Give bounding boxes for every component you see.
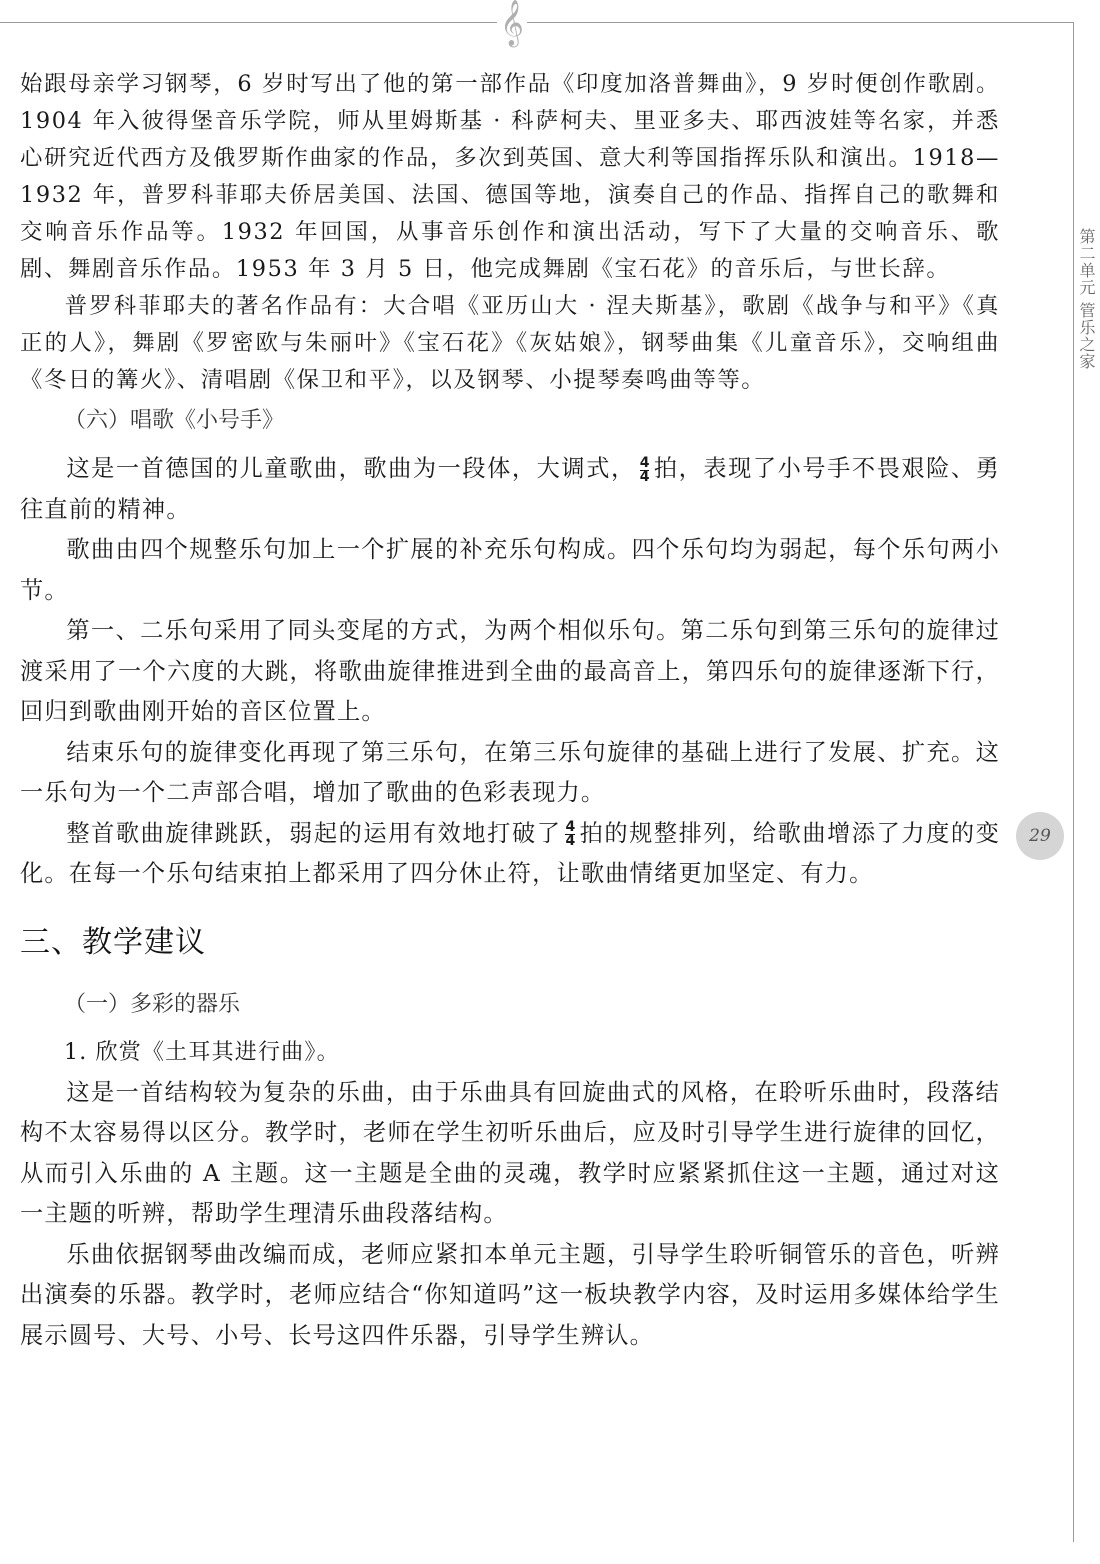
list-item: 1. 欣赏《土耳其进行曲》。 (64, 1039, 340, 1065)
unit-side-label: 第二单元 管乐之家 (1077, 228, 1096, 371)
intro-paragraph-1: 始跟母亲学习钢琴，6 岁时写出了他的第一部作品《印度加洛普舞曲》，9 岁时便创作歌剧。1904 年入彼得堡音乐学院，师从里姆斯基 · 科萨柯夫、里亚多夫、耶西波娃等名家，并悉心研究近代西方及俄罗斯作曲家的作品，多次到英国、意大利等国指挥乐队和演出。1918—1932 年，普罗科菲耶夫侨居美国、法国、德国等地，演奏自己的作品、指挥自己的歌舞和交响音乐作品等。1932 年回国，从事音乐创作和演出活动，写下了大量的交响音乐、歌剧、舞剧音乐作品。1953 年 3 月 5 日，他完成舞剧《宝石花》的音乐后，与世长辞。 (20, 71, 1000, 282)
intro-paragraph-2: 普罗科菲耶夫的著名作品有：大合唱《亚历山大 · 涅夫斯基》，歌剧《战争与和平》《真正的人》，舞剧《罗密欧与朱丽叶》《宝石花》《灰姑娘》，钢琴曲集《儿童音乐》，交响组曲《冬日的篝火》、清唱剧《保卫和平》，以及钢琴、小提琴奏鸣曲等等。 (20, 293, 1000, 393)
song-section-heading: （六）唱歌《小号手》 (64, 408, 285, 433)
song-p1-text-a: 这是一首德国的儿童歌曲，歌曲为一段体，大调式， (66, 455, 636, 482)
teaching-sub-heading: （一）多彩的器乐 (64, 991, 241, 1017)
time-signature-4-4 (639, 454, 650, 485)
song-analysis (20, 449, 1000, 895)
song-p5-text-a: 整首歌曲旋律跳跃，弱起的运用有效地打破了 (66, 819, 562, 847)
time-sig-bottom: 4 (639, 468, 650, 485)
page-content (20, 66, 1000, 1356)
page-right-rule (1073, 22, 1074, 1542)
song-paragraph-4: 结束乐句的旋律变化再现了第三乐句，在第三乐句旋律的基础上进行了发展、扩充。这一乐句为一个二声部合唱，增加了歌曲的色彩表现力。 (20, 738, 1000, 806)
song-paragraph-1 (20, 449, 1000, 530)
page-top-rule (0, 22, 1074, 23)
teaching-section-heading: 三、教学建议 (20, 924, 206, 960)
teaching-body (20, 1073, 1000, 1357)
time-sig-bottom: 4 (565, 833, 576, 849)
time-sig-top: 4 (639, 454, 650, 471)
song-p5-text-b: 拍的规整排列，给歌曲增添了力度的变化。在每一个乐句结束拍上都采用了四分休止符，让歌曲情绪更加坚定、有力。 (20, 819, 1000, 887)
page-number: 29 (1016, 812, 1064, 860)
teaching-paragraph-1: 这是一首结构较为复杂的乐曲，由于乐曲具有回旋曲式的风格，在聆听乐曲时，段落结构不太容易得以区分。教学时，老师在学生初听乐曲后，应及时引导学生进行旋律的回忆，从而引入乐曲的 A 主题。这一主题是全曲的灵魂，教学时应紧紧抓住这一主题，通过对这一主题的听辨，帮助学生理清乐曲段落结构。 (20, 1078, 1000, 1227)
time-sig-top: 4 (565, 819, 576, 835)
teaching-paragraph-2: 乐曲依据钢琴曲改编而成，老师应紧扣本单元主题，引导学生聆听铜管乐的音色，听辨出演奏的乐器。教学时，老师应结合“你知道吗”这一板块教学内容，及时运用多媒体给学生展示圆号、大号、小号、长号这四件乐器，引导学生辨认。 (20, 1240, 1000, 1349)
time-signature-4-4 (565, 821, 575, 848)
song-paragraph-5 (20, 814, 1000, 895)
song-paragraph-3: 第一、二乐句采用了同头变尾的方式，为两个相似乐句。第二乐句到第三乐句的旋律过渡采用了一个六度的大跳，将歌曲旋律推进到全曲的最高音上，第四乐句的旋律逐渐下行，回归到歌曲刚开始的音区位置上。 (20, 617, 1000, 725)
treble-clef-icon: 𝄞 (497, 0, 527, 48)
song-paragraph-2: 歌曲由四个规整乐句加上一个扩展的补充乐句构成。四个乐句均为弱起，每个乐句两小节。 (20, 536, 1000, 604)
song-p1-text-b: 拍，表现了小号手不畏艰险、勇往直前的精神。 (20, 455, 1000, 523)
